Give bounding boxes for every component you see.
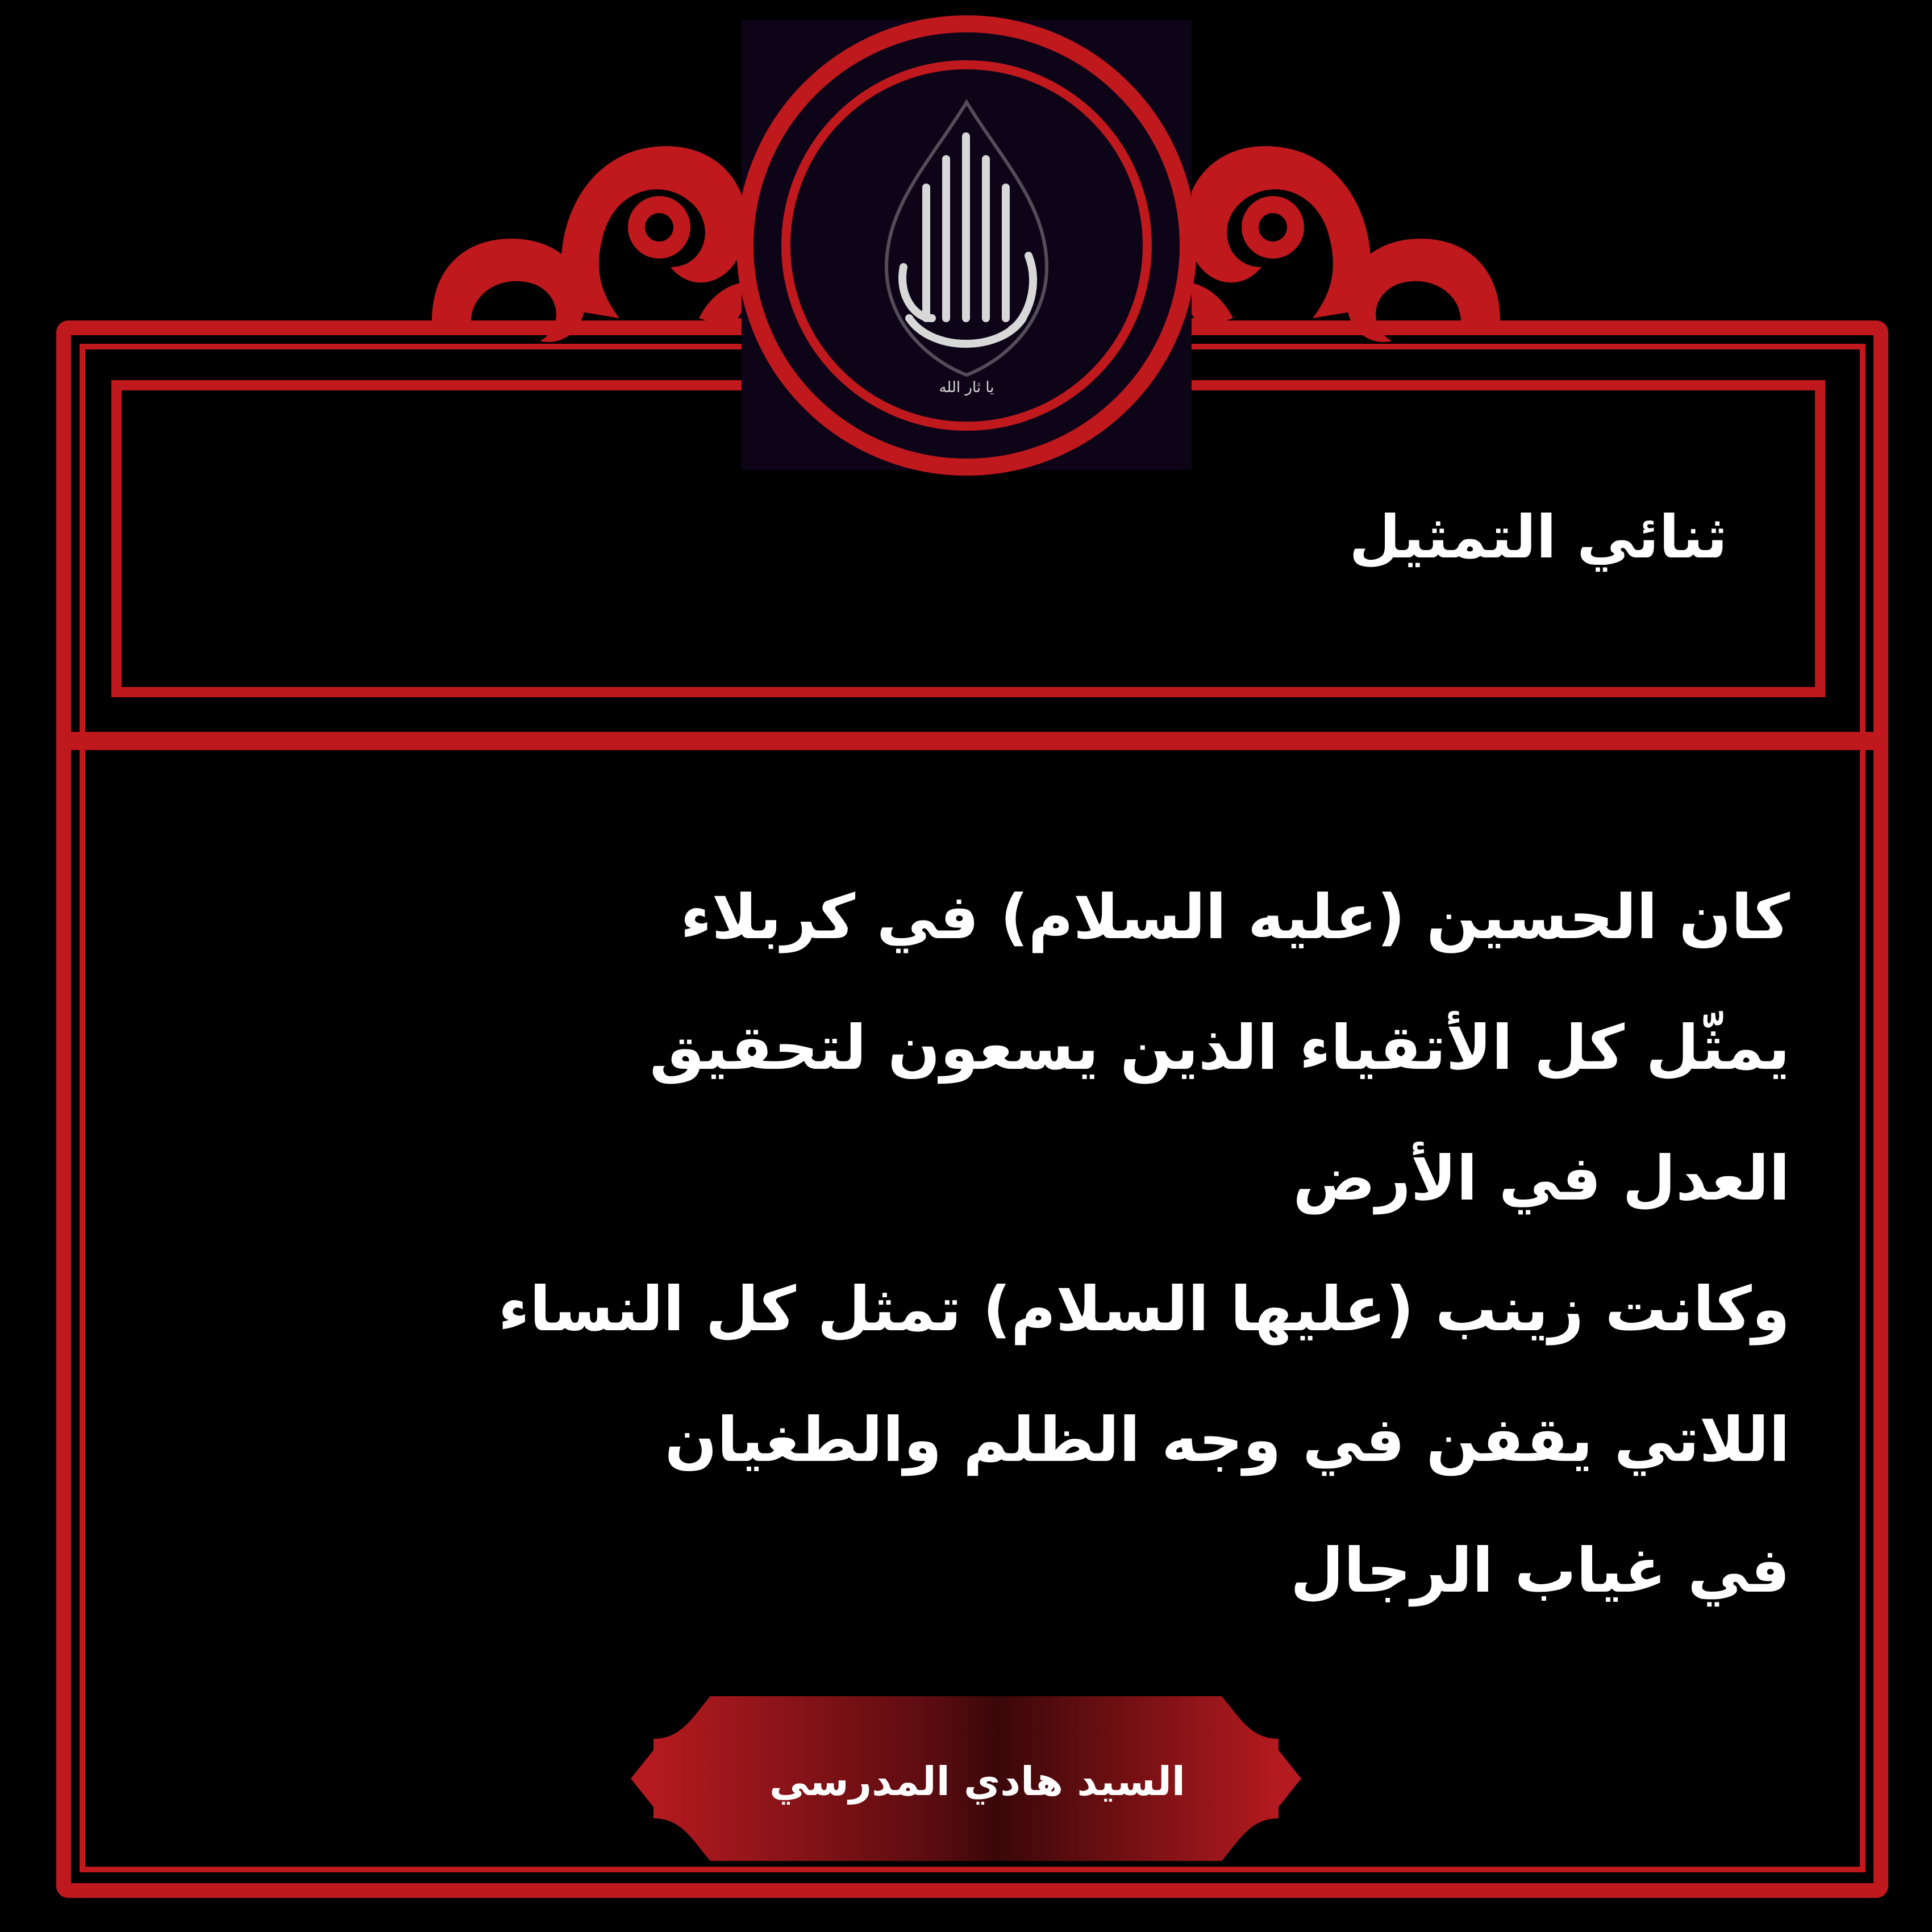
body-line: كان الحسين (عليه السلام) في كربلاء: [680, 882, 1790, 953]
page-title: ثنائي التمثيل: [1349, 502, 1727, 572]
body-line: في غياب الرجال: [1290, 1535, 1790, 1606]
author-name: السيد هادي المدرسي: [769, 1758, 1185, 1805]
body-line: اللاتي يقفن في وجه الظلم والطغيان: [664, 1405, 1790, 1476]
right-scroll-ornament: [1148, 114, 1500, 342]
header-divider: [64, 732, 1881, 750]
left-scroll-ornament: [432, 114, 784, 342]
body-line: وكانت زينب (عليها السلام) تمثل كل النساء: [498, 1274, 1790, 1345]
body-text-block: [398, 852, 1790, 1637]
body-line: العدل في الأرض: [1293, 1143, 1790, 1214]
emblem-calligraphy-text: يا ثار الله: [939, 379, 994, 396]
body-line: يمثّل كل الأتقياء الذين يسعون لتحقيق: [649, 1013, 1790, 1084]
